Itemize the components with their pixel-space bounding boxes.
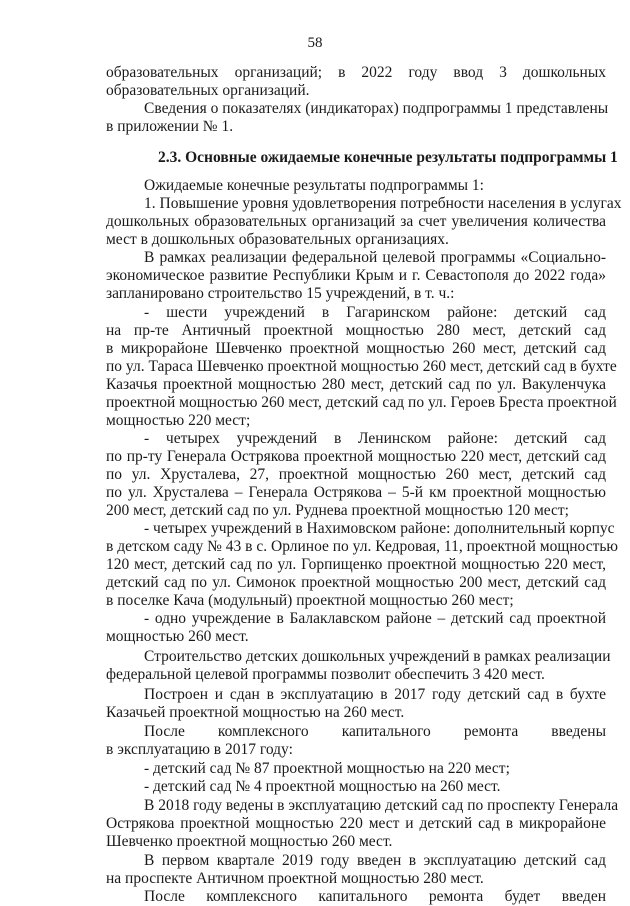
body-line: Построен и сдан в эксплуатацию в 2017 году детский сад в бухте [144, 686, 606, 703]
body-line: в приложении № 1. [106, 118, 234, 135]
body-line: 120 мест, детский сад по ул. Горпищенко проектной мощностью 220 мест, [106, 556, 606, 573]
body-line: в поселке Кача (модульный) проектной мощностью 260 мест; [106, 592, 514, 609]
body-line: - шести учреждений в Гагаринском районе: детский сад [144, 304, 606, 321]
body-line: мест в дошкольных образовательных организациях. [106, 231, 449, 248]
body-line: экономическое развитие Республики Крым и г. Севастополя до 2022 года» [106, 267, 606, 284]
body-line: образовательных организаций; в 2022 году ввод 3 дошкольных [106, 64, 606, 81]
body-line: После комплексного капитального ремонта будет введен [144, 888, 606, 905]
body-line: образовательных организаций. [106, 82, 310, 99]
body-line: в микрорайоне Шевченко проектной мощностью 260 мест, детский сад [106, 340, 606, 357]
body-line: на пр-те Античный проектной мощностью 280 мест, детский сад [106, 322, 606, 339]
body-line: Ожидаемые конечные результаты подпрограммы 1: [144, 177, 484, 194]
body-line: Острякова проектной мощностью 220 мест и детский сад в микрорайоне [106, 815, 606, 832]
page-number: 58 [307, 35, 323, 51]
body-line: После комплексного капитального ремонта введены [144, 723, 606, 740]
body-line: мощностью 260 мест. [106, 628, 249, 645]
body-line: - детский сад № 87 проектной мощностью на 220 мест; [144, 760, 510, 777]
section-heading: 2.3. Основные ожидаемые конечные результаты подпрограммы 1 [158, 149, 618, 166]
body-line: в детском саду № 43 в с. Орлиное по ул. Кедровая, 11, проектной мощностью [106, 538, 618, 555]
body-line: Шевченко проектной мощностью 260 мест. [106, 833, 393, 850]
body-line: по ул. Тараса Шевченко проектной мощностью 260 мест, детский сад в бухте [106, 358, 617, 375]
body-line: Сведения о показателях (индикаторах) подпрограммы 1 представлены [144, 100, 609, 117]
body-line: проектной мощностью 260 мест, детский сад по ул. Героев Бреста проектной [106, 394, 617, 411]
body-line: по ул. Хрусталева – Генерала Острякова – 5-й км проектной мощностью [106, 484, 606, 501]
body-line: - четырех учреждений в Нахимовском районе: дополнительный корпус [144, 520, 615, 537]
body-line: 1. Повышение уровня удовлетворения потребности населения в услугах [144, 195, 622, 212]
body-line: В первом квартале 2019 году введен в эксплуатацию детский сад [144, 852, 606, 869]
body-line: по пр-ту Генерала Острякова проектной мощностью 220 мест, детский сад [106, 448, 606, 465]
body-line: детский сад по ул. Симонок проектной мощностью 200 мест, детский сад [106, 574, 606, 591]
body-line: 200 мест, детский сад по ул. Руднева проектной мощностью 120 мест; [106, 502, 569, 519]
body-line: дошкольных образовательных организаций за счет увеличения количества [106, 213, 606, 230]
body-line: Казачья проектной мощностью 280 мест, детский сад по ул. Вакуленчука [106, 376, 606, 393]
body-line: В 2018 году ведены в эксплуатацию детский сад по проспекту Генерала [144, 797, 619, 814]
body-line: в эксплуатацию в 2017 году: [106, 741, 293, 758]
body-line: - одно учреждение в Балаклавском районе – детский сад проектной [144, 610, 606, 627]
body-line: запланировано строительство 15 учреждений, в т. ч.: [106, 285, 455, 302]
body-line: мощностью 220 мест; [106, 412, 251, 429]
body-line: В рамках реализации федеральной целевой программы «Социально- [144, 249, 606, 266]
body-line: по ул. Хрусталева, 27, проектной мощностью 260 мест, детский сад [106, 466, 606, 483]
body-line: на проспекте Античном проектной мощностью 280 мест. [106, 870, 484, 887]
body-line: - детский сад № 4 проектной мощностью на 260 мест. [144, 778, 501, 795]
body-line: - четырех учреждений в Ленинском районе: детский сад [144, 430, 606, 447]
body-line: Казачьей проектной мощностью на 260 мест. [106, 704, 405, 721]
body-line: Строительство детских дошкольных учреждений в рамках реализации [144, 648, 611, 665]
body-line: федеральной целевой программы позволит обеспечить 3 420 мест. [106, 666, 545, 683]
